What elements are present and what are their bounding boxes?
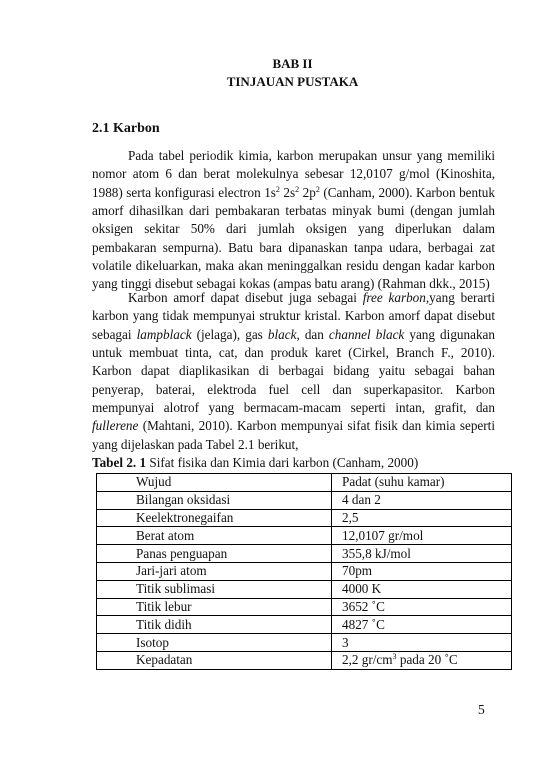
section-heading: 2.1 Karbon: [92, 121, 160, 136]
property-cell: Titik lebur: [97, 598, 332, 616]
chapter-number: BAB II: [272, 56, 313, 71]
value-cell: 2,2 $gr/cm^3$ pada 20 ˚C: [332, 651, 512, 669]
table-row: [97, 598, 512, 616]
property-cell: Titik didih: [97, 616, 332, 634]
property-cell: Keelektronegaifan: [97, 509, 332, 527]
value-cell: 4000 K: [332, 580, 512, 598]
value-cell: 4827 ˚C: [332, 616, 512, 634]
property-cell: Kepadatan: [97, 651, 332, 669]
value-cell: Padat (suhu kamar): [332, 474, 512, 492]
value-cell: 70pm: [332, 562, 512, 580]
table-row: [97, 491, 512, 509]
property-cell: Titik sublimasi: [97, 580, 332, 598]
value-cell: 355,8 kJ/mol: [332, 545, 512, 563]
value-cell: 4 dan 2: [332, 491, 512, 509]
value-cell: 3: [332, 634, 512, 652]
value-cell: 2,5: [332, 509, 512, 527]
table-row: [97, 474, 512, 492]
table-row: [97, 580, 512, 598]
property-cell: Jari-jari atom: [97, 562, 332, 580]
table-row: [97, 562, 512, 580]
property-cell: Isotop: [97, 634, 332, 652]
value-cell: 3652 ˚C: [332, 598, 512, 616]
page-number: 5: [478, 702, 485, 717]
table-row: [97, 545, 512, 563]
table-row: [97, 634, 512, 652]
table-row: [97, 651, 512, 669]
property-cell: Berat atom: [97, 527, 332, 545]
properties-table: [96, 473, 512, 670]
property-cell: Wujud: [97, 474, 332, 492]
table-row: [97, 616, 512, 634]
value-cell: 12,0107 gr/mol: [332, 527, 512, 545]
table-row: [97, 527, 512, 545]
property-cell: Panas penguapan: [97, 545, 332, 563]
property-cell: Bilangan oksidasi: [97, 491, 332, 509]
chapter-title: TINJAUAN PUSTAKA: [226, 74, 359, 89]
table-caption: Tabel 2. 1 Sifat fisika dan Kimia dari karbon (Canham, 2000): [92, 455, 419, 470]
paragraph-2: Karbon amorf dapat disebut juga sebagai free karbon,yang berarti karbon yang tidak mempunyai struktur kristal. Karbon amorf dapat disebut sebagai lampblack (jelaga), gas black, dan channel black yang digunakan untuk membuat tinta, cat, dan produk karet (Cirkel, Branch F., 2010). Karbon dapat diaplikasikan di berbagai bidang yaitu sebagai bahan penyerap, baterai, elektroda fuel cell dan superkapasitor. Karbon mempunyai alotrof yang bermacam-macam seperti intan, grafit, dan fullerene (Mahtani, 2010). Karbon mempunyai sifat fisik dan kimia seperti yang dijelaskan pada Tabel 2.1 berikut,: [92, 290, 496, 452]
table-row: [97, 509, 512, 527]
paragraph-1: Pada tabel periodik kimia, karbon merupakan unsur yang memiliki nomor atom 6 dan berat molekulnya sebesar 12,0107 g/mol (Kinoshita, 1988) serta konfigurasi electron $1s^2$ $2s^2$ $2p^2$ (Canham, 2000). Karbon bentuk amorf dihasilkan dari pembakaran terbatas minyak bumi (dengan jumlah oksigen sekitar 50% dari jumlah oksigen yang diperlukan dalam pembakaran sempurna). Batu bara dipanaskan tanpa udara, berbagai zat volatile dikeluarkan, maka akan meninggalkan residu dengan kadar karbon yang tinggi disebut sebagai kokas (ampas batu arang) (Rahman dkk., 2015): [92, 148, 495, 292]
